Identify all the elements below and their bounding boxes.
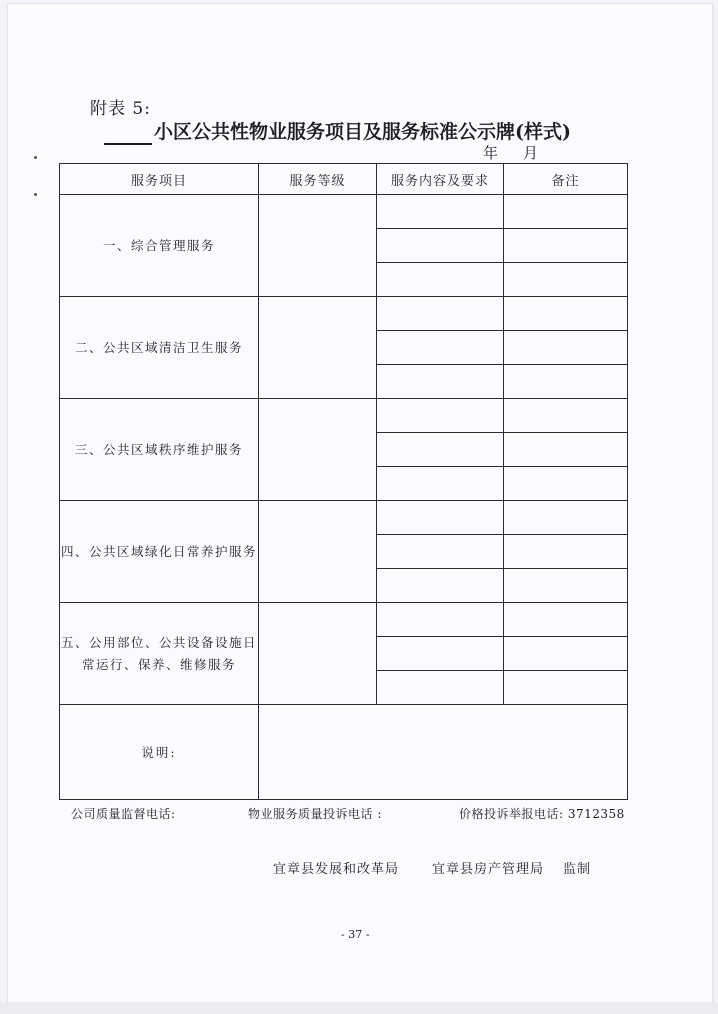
content-cell [377, 535, 504, 569]
table-row [60, 297, 628, 331]
header-service-item: 服务项目 [60, 164, 259, 195]
service-level-cell [259, 603, 377, 705]
content-cell [377, 603, 504, 637]
content-cell [377, 637, 504, 671]
content-cell [377, 501, 504, 535]
page-number: - 37 - [341, 928, 370, 941]
content-cell [377, 365, 504, 399]
service-item-1: 一、综合管理服务 [60, 195, 259, 297]
content-cell [377, 399, 504, 433]
scan-edge [0, 1002, 718, 1014]
notes-cell [259, 705, 628, 800]
table-row [60, 501, 628, 535]
remark-cell [504, 467, 628, 501]
table-row [60, 195, 628, 229]
service-standard-table [59, 163, 628, 800]
remark-cell [504, 603, 628, 637]
date-month-label: 月 [523, 144, 539, 162]
content-cell [377, 433, 504, 467]
content-cell [377, 229, 504, 263]
remark-cell [504, 365, 628, 399]
service-item-3: 三、公共区域秩序维护服务 [60, 399, 259, 501]
date-year-label: 年 [483, 144, 499, 162]
table-row [60, 603, 628, 637]
scan-mark [34, 156, 37, 159]
service-level-cell [259, 399, 377, 501]
table-header-row [60, 164, 628, 195]
service-item-4: 四、公共区域绿化日常养护服务 [60, 501, 259, 603]
remark-cell [504, 331, 628, 365]
content-cell [377, 297, 504, 331]
service-item-2: 二、公共区域清洁卫生服务 [60, 297, 259, 399]
service-level-cell [259, 297, 377, 399]
remark-cell [504, 637, 628, 671]
remark-cell [504, 501, 628, 535]
service-level-cell [259, 195, 377, 297]
remark-cell [504, 671, 628, 705]
remark-cell [504, 229, 628, 263]
table-row [60, 399, 628, 433]
content-cell [377, 331, 504, 365]
header-remarks: 备注 [504, 164, 628, 195]
supervisor-label: 监制 [563, 862, 592, 877]
notes-label: 说明: [60, 705, 259, 800]
content-cell [377, 195, 504, 229]
remark-cell [504, 535, 628, 569]
content-cell [377, 671, 504, 705]
scan-mark [34, 193, 37, 196]
service-complaint-phone: 物业服务质量投诉电话 : [248, 807, 382, 821]
remark-cell [504, 263, 628, 297]
attachment-label: 附表 5: [90, 99, 151, 119]
content-cell [377, 467, 504, 501]
header-service-content: 服务内容及要求 [377, 164, 504, 195]
remark-cell [504, 195, 628, 229]
remark-cell [504, 569, 628, 603]
supervisor-bureau-2: 宜章县房产管理局 [432, 862, 545, 877]
title-blank-line [104, 143, 152, 145]
company-quality-phone: 公司质量监督电话: [71, 807, 176, 821]
remark-cell [504, 433, 628, 467]
table-row [60, 705, 628, 800]
price-complaint-phone: 价格投诉举报电话: 3712358 [459, 807, 625, 821]
service-level-cell [259, 501, 377, 603]
content-cell [377, 569, 504, 603]
header-service-level: 服务等级 [259, 164, 377, 195]
page-title: 小区公共性物业服务项目及服务标准公示牌(样式) [154, 121, 571, 143]
service-item-5: 五、公用部位、公共设备设施日常运行、保养、维修服务 [60, 603, 259, 705]
remark-cell [504, 399, 628, 433]
supervisor-bureau-1: 宜章县发展和改革局 [273, 862, 400, 877]
remark-cell [504, 297, 628, 331]
content-cell [377, 263, 504, 297]
